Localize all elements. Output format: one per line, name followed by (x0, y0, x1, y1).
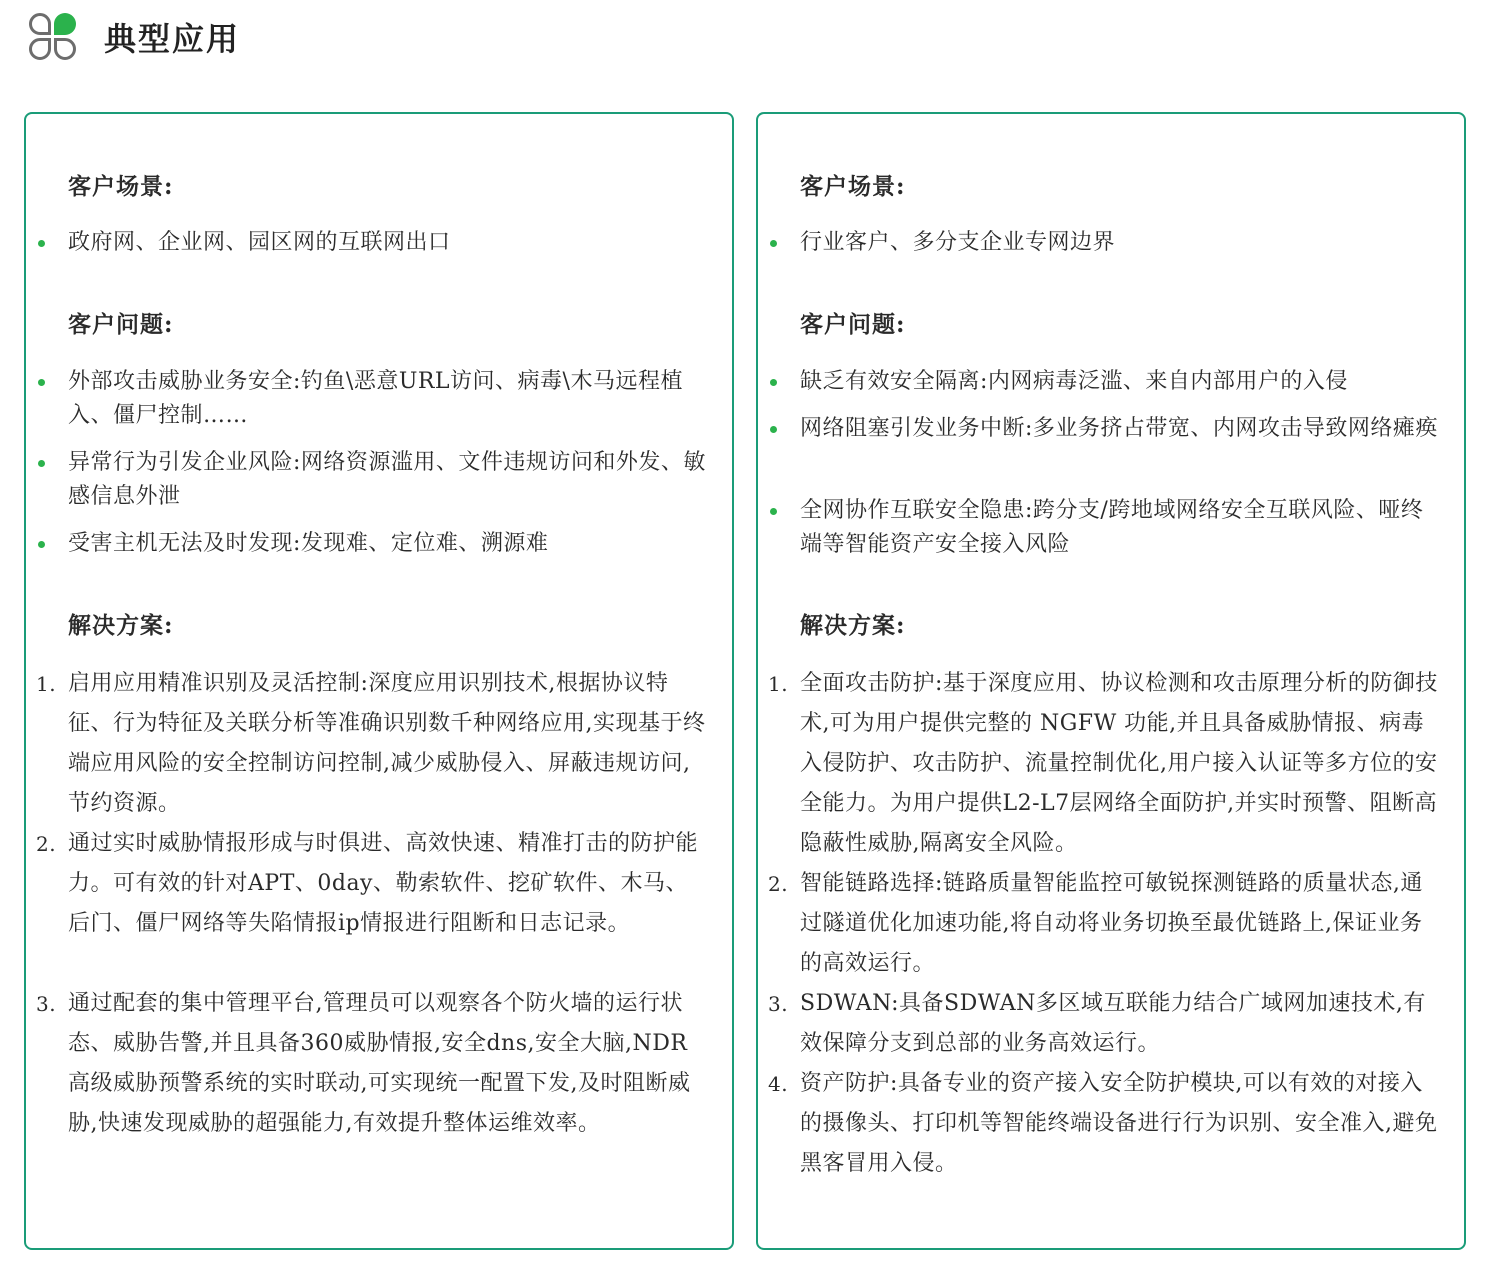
right-card (756, 112, 1466, 1250)
solution-text: 通过配套的集中管理平台,管理员可以观察各个防火墙的运行状态、威胁告警,并且具备360威胁情报,安全dns,安全大脑,NDR高级威胁预警系统的实时联动,可实现统一配置下发,及时阻断威胁,快速发现威胁的超强能力,有效提升整体运维效率。 (68, 991, 691, 1136)
scene-item: 政府网、企业网、园区网的互联网出口 (68, 226, 708, 260)
clover-logo-icon (28, 12, 78, 62)
solution-text: 启用应用精准识别及灵活控制:深度应用识别技术,根据协议特征、行为特征及关联分析等准确识别数千种网络应用,实现基于终端应用风险的安全控制访问控制,减少威胁侵入、屏蔽违规访问,节约资源。 (68, 671, 706, 816)
solution-number: 2. (768, 872, 789, 896)
solution-number: 3. (768, 992, 789, 1016)
solution-item (768, 984, 1440, 1064)
problem-item: 异常行为引发企业风险:网络资源滥用、文件违规访问和外发、敏感信息外泄 (68, 446, 708, 514)
solution-text: SDWAN:具备SDWAN多区域互联能力结合广域网加速技术,有效保障分支到总部的业务高效运行。 (800, 991, 1426, 1056)
solution-text: 智能链路选择:链路质量智能监控可敏锐探测链路的质量状态,通过隧道优化加速功能,将自动将业务切换至最优链路上,保证业务的高效运行。 (800, 871, 1423, 976)
solution-item (768, 664, 1440, 864)
solution-item (36, 984, 708, 1144)
solution-item (768, 1064, 1440, 1184)
page-header (28, 12, 240, 62)
problem-heading: 客户问题: (800, 311, 906, 338)
problem-item: 缺乏有效安全隔离:内网病毒泛滥、来自内部用户的入侵 (800, 365, 1440, 399)
solution-text: 资产防护:具备专业的资产接入安全防护模块,可以有效的对接入的摄像头、打印机等智能终端设备进行行为识别、安全准入,避免黑客冒用入侵。 (800, 1071, 1438, 1176)
problem-heading: 客户问题: (68, 311, 174, 338)
scene-heading: 客户场景: (800, 173, 906, 200)
page-title: 典型应用 (104, 20, 241, 58)
solution-number: 4. (768, 1072, 789, 1096)
solution-text: 通过实时威胁情报形成与时俱进、高效快速、精准打击的防护能力。可有效的针对APT、0day、勒索软件、挖矿软件、木马、后门、僵尸网络等失陷情报ip情报进行阻断和日志记录。 (68, 831, 699, 936)
left-card (24, 112, 734, 1250)
solution-number: 2. (36, 832, 57, 856)
solution-number: 3. (36, 992, 57, 1016)
solution-item (36, 664, 708, 824)
solution-heading: 解决方案: (800, 612, 906, 639)
scene-item: 行业客户、多分支企业专网边界 (800, 226, 1440, 260)
solution-number: 1. (36, 672, 57, 696)
solution-item (36, 824, 708, 944)
problem-item: 全网协作互联安全隐患:跨分支/跨地域网络安全互联风险、哑终端等智能资产安全接入风险 (800, 494, 1440, 562)
scene-heading: 客户场景: (68, 173, 174, 200)
solution-item (768, 864, 1440, 984)
solution-text: 全面攻击防护:基于深度应用、协议检测和攻击原理分析的防御技术,可为用户提供完整的 NGFW 功能,并且具备威胁情报、病毒入侵防护、攻击防护、流量控制优化,用户接入认证等多方位的安全能力。为用户提供L2-L7层网络全面防护,并实时预警、阻断高隐蔽性威胁,隔离安全风险。 (800, 671, 1438, 856)
solution-number: 1. (768, 672, 789, 696)
problem-item: 受害主机无法及时发现:发现难、定位难、溯源难 (68, 527, 708, 561)
problem-item: 网络阻塞引发业务中断:多业务挤占带宽、内网攻击导致网络瘫痪 (800, 412, 1440, 446)
problem-item: 外部攻击威胁业务安全:钓鱼\恶意URL访问、病毒\木马远程植入、僵尸控制…… (68, 365, 708, 433)
solution-heading: 解决方案: (68, 612, 174, 639)
